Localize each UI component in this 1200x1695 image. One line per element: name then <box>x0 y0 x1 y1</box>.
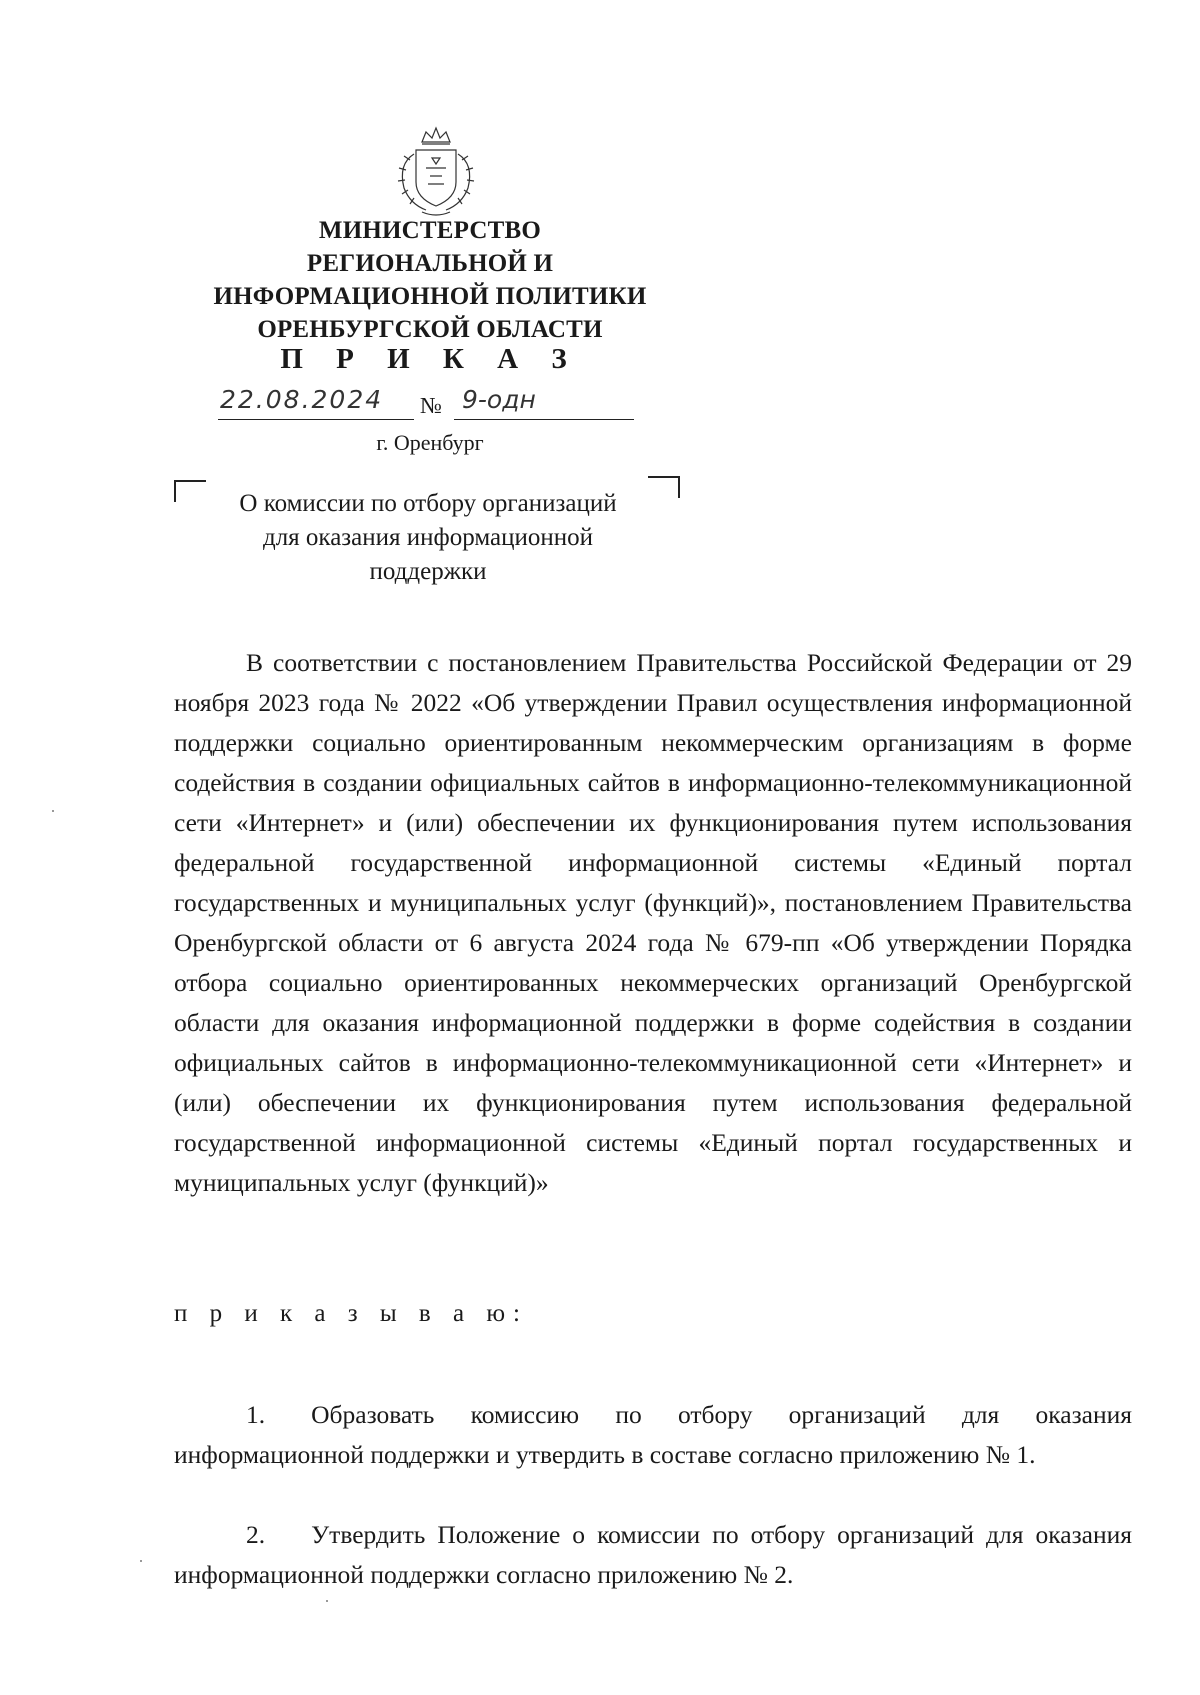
order-item-1-text: Образовать комиссию по отбору организаций для оказания информационной поддержки и утвердить в составе согласно приложению № 1. <box>174 1400 1132 1469</box>
subject-line-1: О комиссии по отбору организаций <box>239 490 617 517</box>
order-item-2-number: 2. <box>246 1520 266 1549</box>
subject-bracket-right <box>648 476 680 498</box>
ministry-header-line-4: ОРЕНБУРГСКОЙ ОБЛАСТИ <box>257 316 603 343</box>
scan-speck <box>326 1600 328 1602</box>
order-date: 22.08.2024 <box>220 385 384 414</box>
subject-line-3: поддержки <box>369 558 487 585</box>
order-item-1-number: 1. <box>246 1400 266 1429</box>
number-underline <box>454 419 634 420</box>
scan-speck <box>52 810 54 812</box>
order-item-2-text: Утвердить Положение о комиссии по отбору организаций для оказания информационной поддержки согласно приложению № 2. <box>174 1520 1132 1589</box>
subject-line-2: для оказания информационной <box>262 524 593 551</box>
order-item-2 <box>174 1515 1132 1595</box>
coat-of-arms-emblem <box>392 124 480 222</box>
ministry-header-line-2: РЕГИОНАЛЬНОЙ И <box>306 250 554 277</box>
scan-speck <box>140 1560 142 1562</box>
document-title: П Р И К А З <box>280 343 580 375</box>
order-number: 9-одн <box>462 385 536 414</box>
order-number-label: № <box>420 393 442 418</box>
ministry-header-line-1: МИНИСТЕРСТВО <box>318 217 542 244</box>
city: г. Оренбург <box>376 430 484 455</box>
ministry-header-line-3: ИНФОРМАЦИОННОЙ ПОЛИТИКИ <box>213 283 647 310</box>
ministry-header <box>190 214 670 346</box>
preamble-paragraph: В соответствии с постановлением Правительства Российской Федерации от 29 ноября 2023 года № 2022 «Об утверждении Правил осуществления информационной поддержки социально ориентированным некоммерческим организациям в форме содействия в создании официальных сайтов в информационно-телекоммуникационной сети «Интернет» и (или) обеспечении их функционирования путем использования федеральной государственной информационной системы «Единый портал государственных и муниципальных услуг (функций)», постановлением Правительства Оренбургской области от 6 августа 2024 года № 679-пп «Об утверждении Порядка отбора социально ориентированных некоммерческих организаций Оренбургской области для оказания информационной поддержки в форме содействия в создании официальных сайтов в информационно-телекоммуникационной сети «Интернет» и (или) обеспечении их функционирования путем использования федеральной государственной информационной системы «Единый портал государственных и муниципальных услуг (функций)» <box>174 648 1132 1197</box>
subject-bracket-left <box>174 480 206 502</box>
order-date-number-line <box>218 385 638 425</box>
order-word: п р и к а з ы в а ю: <box>174 1300 528 1327</box>
date-underline <box>218 419 414 420</box>
order-subject <box>216 487 640 589</box>
order-item-1 <box>174 1395 1132 1475</box>
